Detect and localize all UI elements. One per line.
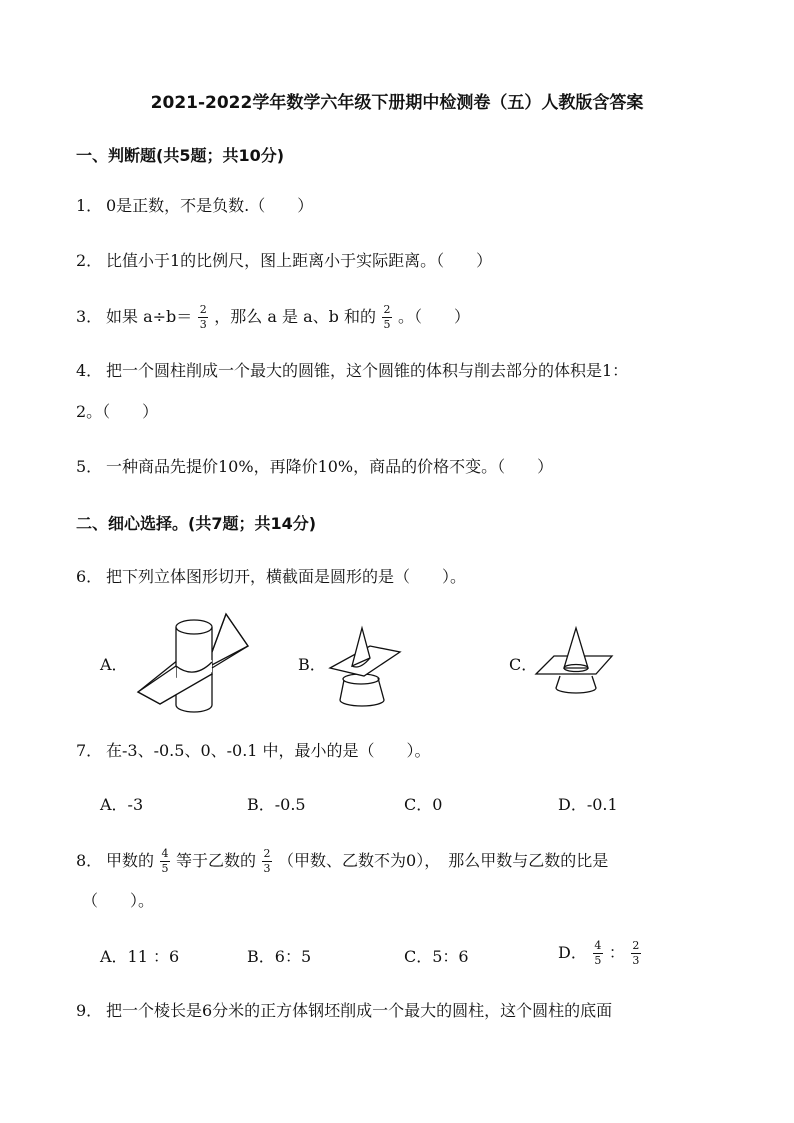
fraction bbox=[262, 848, 272, 875]
question-6 bbox=[76, 566, 466, 588]
question-4 bbox=[76, 360, 628, 382]
question-number: 7． bbox=[76, 741, 103, 760]
question-7 bbox=[76, 740, 431, 762]
fraction bbox=[631, 940, 641, 967]
question-text: 等于乙数的 bbox=[176, 851, 257, 870]
question-text: 把下列立体图形切开，横截面是圆形的是（ ）。 bbox=[106, 567, 467, 586]
option-d-label: D． bbox=[558, 943, 587, 962]
option-c: C．0 bbox=[404, 795, 443, 814]
ratio-separator: ： bbox=[608, 943, 625, 962]
question-text: 一种商品先提价10%，再降价10%，商品的价格不变。（ ） bbox=[106, 457, 554, 476]
option-c: C．5：6 bbox=[404, 947, 469, 966]
question-number: 8． bbox=[76, 851, 103, 870]
option-b-label: B． bbox=[298, 655, 326, 674]
option-d bbox=[558, 940, 647, 967]
cone-frustum-with-slanted-plane-figure bbox=[330, 628, 400, 708]
question-text: 甲数的 bbox=[106, 851, 155, 870]
question-number: 1． bbox=[76, 196, 103, 215]
question-4-continued: 2。（ ） bbox=[76, 402, 159, 421]
question-text: ，那么 a 是 a、b 和的 bbox=[214, 307, 376, 326]
question-3 bbox=[76, 304, 470, 331]
question-text: 把一个圆柱削成一个最大的圆锥，这个圆锥的体积与削去部分的体积是1： bbox=[106, 361, 629, 380]
section-heading-judgement: 一、判断题(共5题；共10分) bbox=[76, 146, 285, 165]
question-text: 比值小于1的比例尺，图上距离小于实际距离。（ ） bbox=[106, 251, 493, 270]
fraction-denominator: 5 bbox=[594, 954, 602, 967]
section-heading-choice: 二、细心选择。(共7题；共14分) bbox=[76, 514, 317, 533]
fraction-denominator: 5 bbox=[161, 862, 169, 875]
fraction bbox=[198, 304, 208, 331]
fraction-numerator: 2 bbox=[383, 303, 391, 316]
option-a-label: A． bbox=[100, 655, 128, 674]
fraction bbox=[593, 940, 603, 967]
option-a: A．-3 bbox=[100, 795, 144, 814]
question-text: （甲数、乙数不为0）， 那么甲数与乙数的比是 bbox=[278, 851, 609, 870]
fraction-denominator: 3 bbox=[632, 954, 640, 967]
question-1 bbox=[76, 195, 313, 217]
fraction-numerator: 4 bbox=[161, 847, 169, 860]
fraction-denominator: 3 bbox=[263, 862, 271, 875]
option-b: B．6：5 bbox=[247, 947, 312, 966]
fraction-numerator: 4 bbox=[594, 939, 602, 952]
question-text: 如果 a÷b＝ bbox=[106, 307, 193, 326]
question-text: 。（ ） bbox=[397, 307, 470, 326]
option-b: B．-0.5 bbox=[247, 795, 306, 814]
question-2 bbox=[76, 250, 492, 272]
question-text: 0是正数，不是负数.（ ） bbox=[106, 196, 314, 215]
option-c-label: C． bbox=[509, 655, 538, 674]
question-8 bbox=[76, 848, 608, 875]
fraction-denominator: 3 bbox=[199, 318, 207, 331]
question-number: 9． bbox=[76, 1001, 103, 1020]
question-number: 6． bbox=[76, 567, 103, 586]
fraction bbox=[160, 848, 170, 875]
cone-frustum-with-horizontal-plane-figure bbox=[536, 628, 616, 696]
cylinder-with-slanted-plane-figure bbox=[138, 612, 248, 712]
question-number: 3． bbox=[76, 307, 103, 326]
option-d: D．-0.1 bbox=[558, 795, 618, 814]
option-a: A．11 ：6 bbox=[100, 947, 180, 966]
question-text: 在-3、-0.5、0、-0.1 中，最小的是（ ）。 bbox=[106, 741, 431, 760]
question-5 bbox=[76, 456, 553, 478]
fraction bbox=[382, 304, 392, 331]
question-number: 2． bbox=[76, 251, 103, 270]
question-number: 5． bbox=[76, 457, 103, 476]
question-text: 把一个棱长是6分米的正方体钢坯削成一个最大的圆柱，这个圆柱的底面 bbox=[106, 1001, 613, 1020]
question-number: 4． bbox=[76, 361, 103, 380]
question-9 bbox=[76, 1000, 612, 1022]
fraction-denominator: 5 bbox=[383, 318, 391, 331]
fraction-numerator: 2 bbox=[263, 847, 271, 860]
fraction-numerator: 2 bbox=[199, 303, 207, 316]
fraction-numerator: 2 bbox=[632, 939, 640, 952]
question-8-continued: （ ）。 bbox=[82, 891, 155, 910]
page-title: 2021-2022学年数学六年级下册期中检测卷（五）人教版含答案 bbox=[150, 93, 644, 113]
